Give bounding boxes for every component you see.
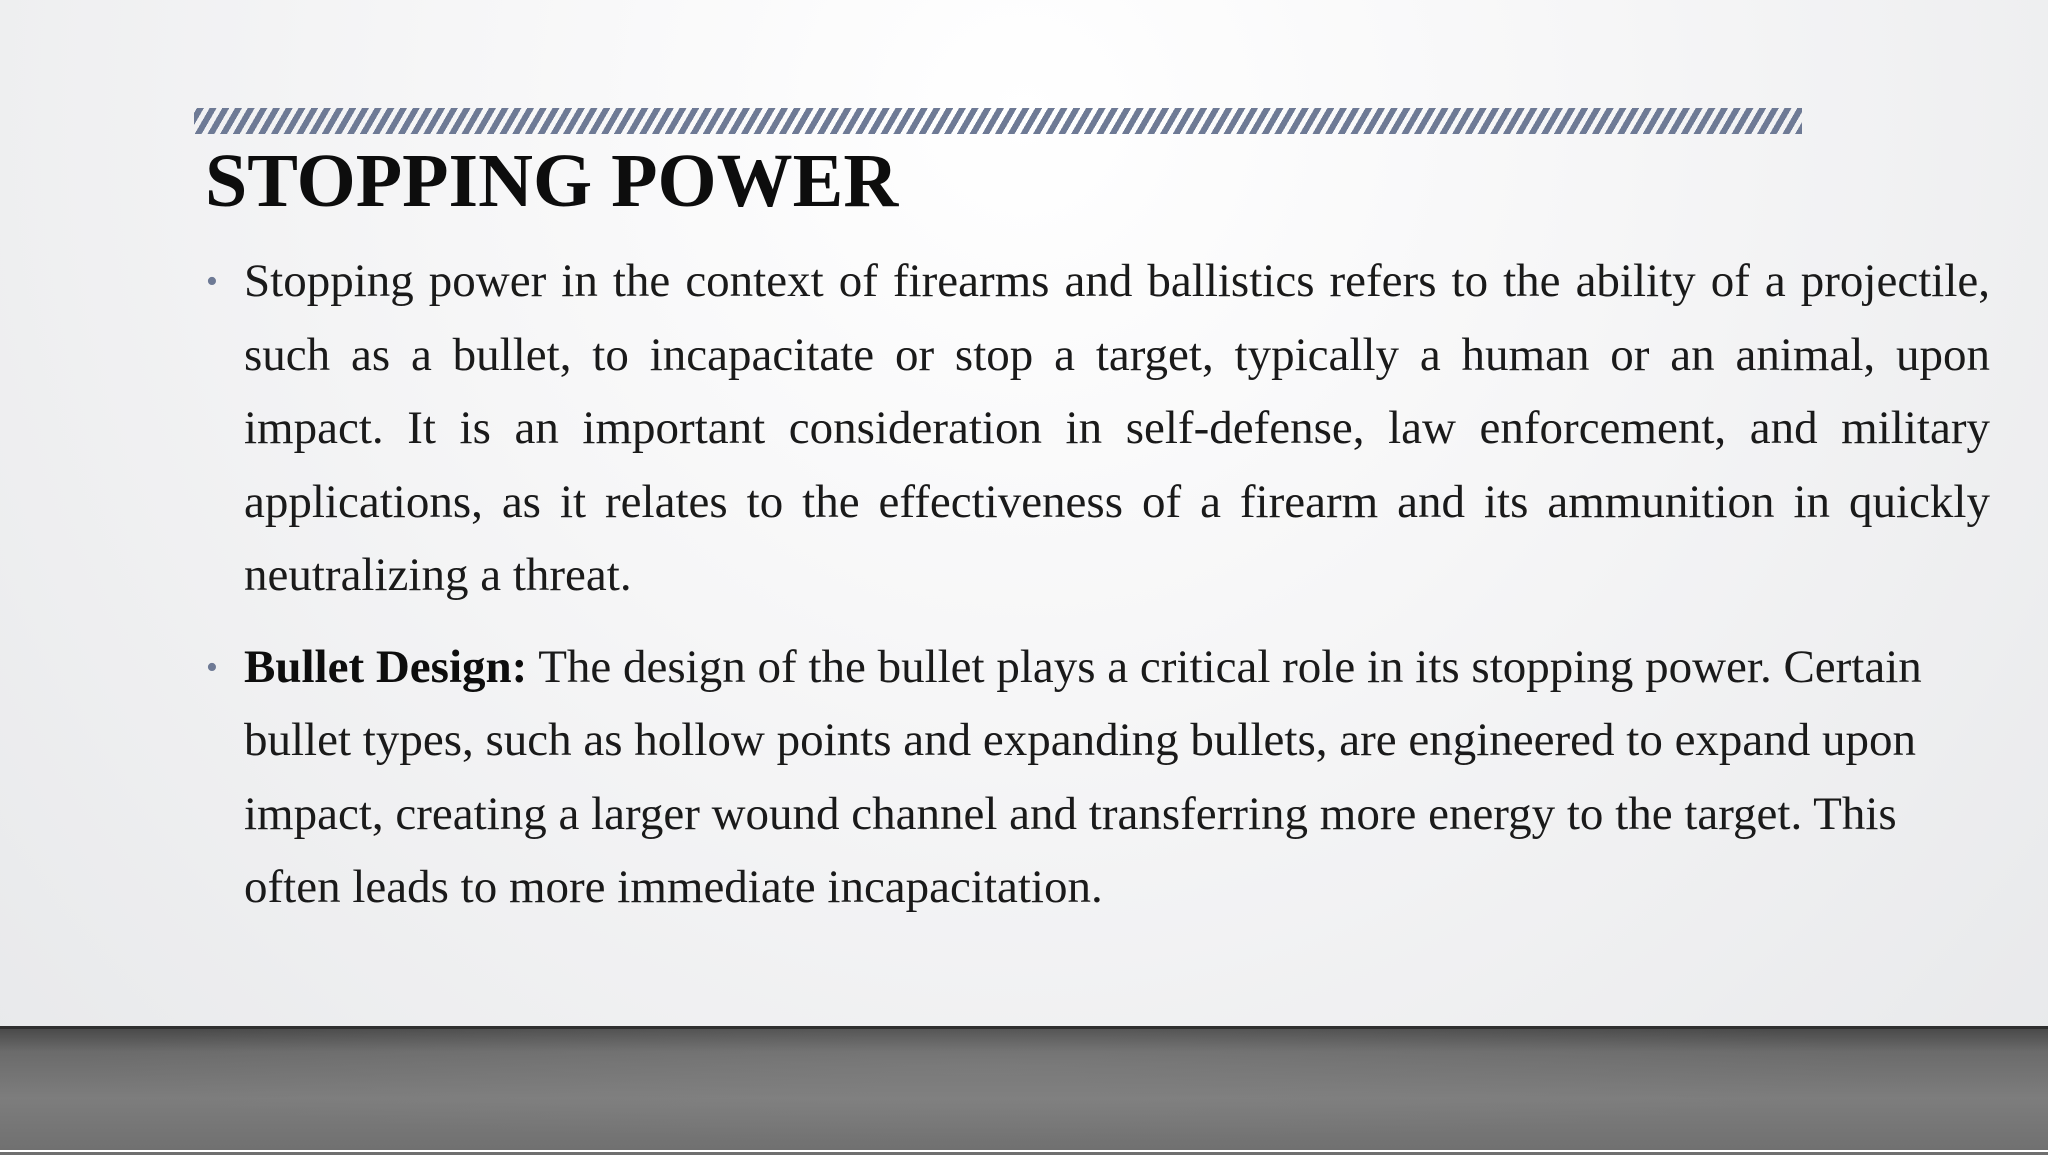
- bullet-dot-icon: •: [206, 648, 218, 686]
- bullet-dot-icon: •: [206, 263, 218, 300]
- decorative-stripe-bar: [194, 108, 1802, 134]
- slide-title: STOPPING POWER: [205, 139, 899, 223]
- bullet-item-bullet-design: [204, 631, 1990, 925]
- bullet-heading: Bullet Design:: [244, 640, 528, 693]
- bullet-list: [204, 245, 1990, 925]
- bullet-text: Stopping power in the context of firearms and ballistics refers to the ability of a projectile, such as a bullet, to incapacitate or stop a target, typically a human or an animal, upon impact. It is an important consideration in self-defense, law enforcement, and military applications, as it relates to the effectiveness of a firearm and its ammunition in quickly neutralizing a threat.: [244, 255, 1990, 601]
- bullet-text: The design of the bullet plays a critical role in its stopping power. Certain bullet types, such as hollow points and expanding bullets, are engineered to expand upon impact, creating a larger wound channel and transferring more energy to the target. This often leads to more immediate incapacitation.: [244, 640, 1922, 913]
- floor-background: [0, 1026, 2048, 1155]
- bullet-item-definition: [204, 245, 1990, 613]
